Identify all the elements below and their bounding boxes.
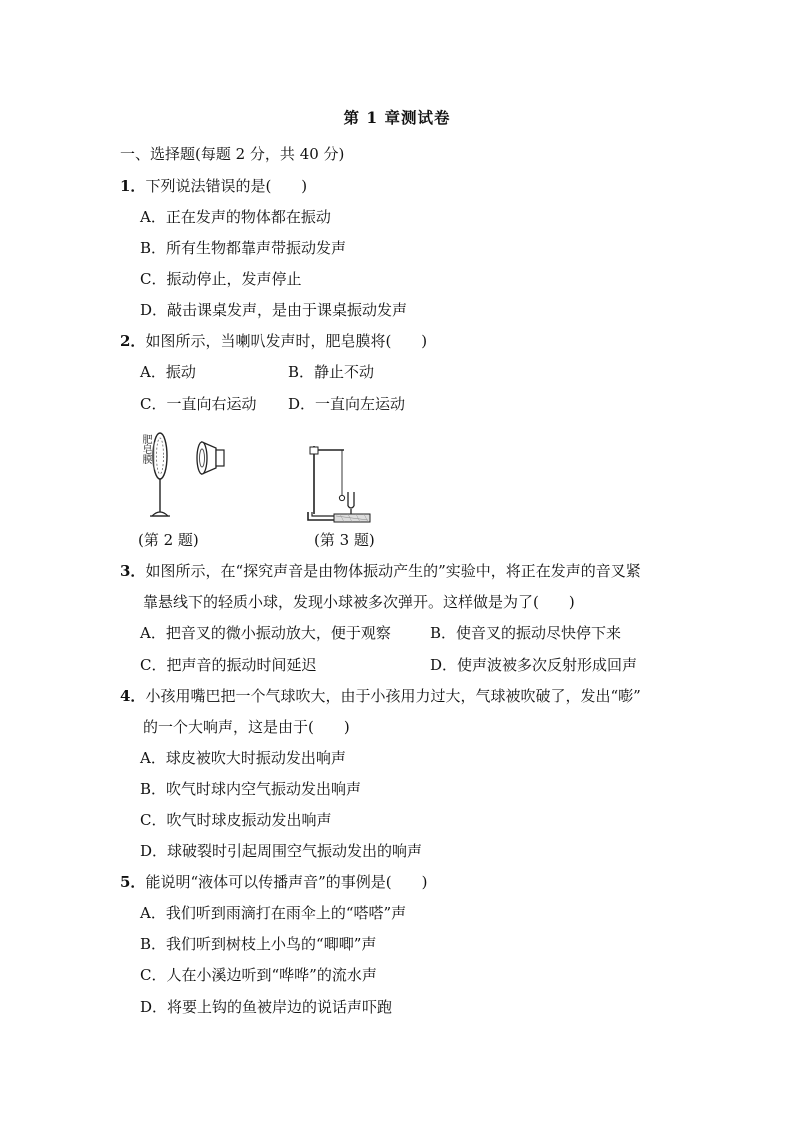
question-number: 4． [120,687,146,705]
question-4 [120,686,641,706]
option-1c: C．振动停止，发声停止 [140,270,302,288]
question-number: 2． [120,332,146,350]
page-title: 第 1 章测试卷 [343,108,451,127]
tuning-fork-icon [348,492,354,514]
question-number: 3． [120,562,146,580]
option-3a: A．把音叉的微小振动放大，便于观察 [140,624,391,642]
question-stem: 能说明“液体可以传播声音”的事例是( ) [145,873,428,891]
figures-area [130,428,430,553]
figure-2-soap-film-speaker [130,428,240,523]
question-stem: 如图所示，当喇叭发声时，肥皂膜将( ) [145,332,428,350]
option-3d: D．使声波被多次反射形成回声 [430,656,638,674]
option-2a: A．振动 [140,363,196,381]
option-5c: C．人在小溪边听到“哗哗”的流水声 [140,966,377,984]
figure-3-caption: (第 3 题) [314,531,375,549]
option-1a: A．正在发声的物体都在振动 [140,208,331,226]
soap-film-label: 肥皂膜 [140,434,151,464]
section-heading: 一、选择题(每题 2 分，共 40 分) [120,145,345,163]
question-3-continued: 靠悬线下的轻质小球，发现小球被多次弹开。这样做是为了( ) [143,593,575,611]
option-5a: A．我们听到雨滴打在雨伞上的“嗒嗒”声 [140,904,407,922]
question-stem: 如图所示，在“探究声音是由物体振动产生的”实验中，将正在发声的音叉紧 [145,562,641,580]
figure-3-tuning-fork [300,436,390,531]
question-number: 1． [120,177,146,195]
light-ball [339,495,344,500]
option-5d: D．将要上钩的鱼被岸边的说话声吓跑 [140,998,393,1016]
option-4c: C．吹气时球皮振动发出响声 [140,811,332,829]
question-2 [120,331,427,351]
option-2d: D．一直向左运动 [288,395,406,413]
option-1d: D．敲击课桌发声，是由于课桌振动发声 [140,301,408,319]
option-2b: B．静止不动 [288,363,375,381]
soap-film [153,433,167,479]
question-4-continued: 的一个大响声，这是由于( ) [143,718,350,736]
figure-2-caption: (第 2 题) [138,531,199,549]
option-2c: C．一直向右运动 [140,395,257,413]
option-1b: B．所有生物都靠声带振动发声 [140,239,347,257]
question-stem: 小孩用嘴巴把一个气球吹大，由于小孩用力过大，气球被吹破了，发出“嘭” [145,687,641,705]
speaker-icon [197,442,224,474]
question-3 [120,561,641,581]
option-4d: D．球破裂时引起周围空气振动发出的响声 [140,842,423,860]
question-1 [120,176,307,196]
option-3b: B．使音叉的振动尽快停下来 [430,624,622,642]
question-number: 5． [120,873,146,891]
option-4b: B．吹气时球内空气振动发出响声 [140,780,362,798]
option-5b: B．我们听到树枝上小鸟的“唧唧”声 [140,935,377,953]
option-4a: A．球皮被吹大时振动发出响声 [140,749,346,767]
question-stem: 下列说法错误的是( ) [145,177,308,195]
option-3c: C．把声音的振动时间延迟 [140,656,317,674]
question-5 [120,872,427,892]
